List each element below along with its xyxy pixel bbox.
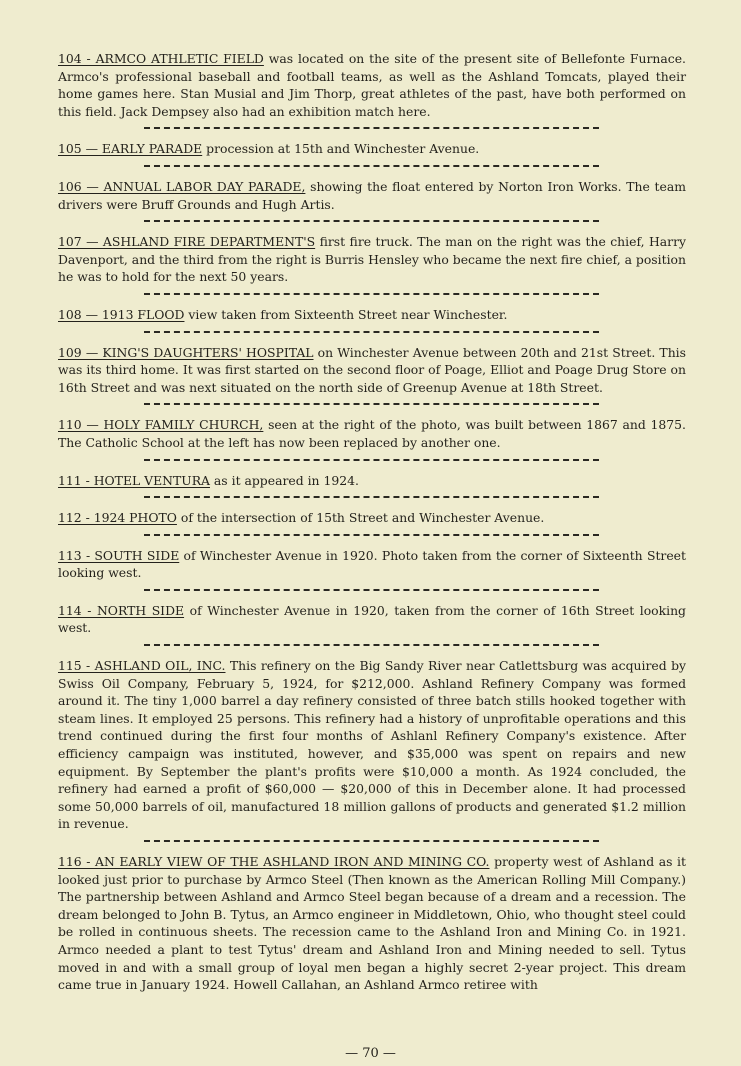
entry-104: [58, 50, 686, 120]
entry-text: of Winchester Avenue in 1920. Photo taken from the corner of Sixteenth Street looking west.: [58, 547, 686, 581]
entry-text: property west of Ashland as it looked just prior to purchase by Armco Steel (Then known as the American Rolling Mill Company.) The partnership between Ashland and Armco Steel began because of a dream and a recession. The dream belonged to John B. Tytus, an Armco engineer in Middletown, Ohio, who thought steel could be rolled in continuous sheets. The recession came to the Ashland Iron and Mining Co. in 1921. Armco needed a plant to test Tytus' dream and Ashland Iron and Mining needed to sell. Tytus moved in and with a small group of loyal men began a highly secret 2-year project. This dream came true in January 1924. Howell Callahan, an Ashland Armco retiree with: [58, 854, 686, 993]
entry-text: of Winchester Avenue in 1920, taken from the corner of 16th Street looking west.: [58, 602, 686, 636]
entry-heading: 108 — 1913 FLOOD: [58, 306, 185, 322]
entry-text: seen at the right of the photo, was built between 1867 and 1875. The Catholic School at the left has now been replaced by another one.: [58, 417, 686, 450]
entry-heading: 115 - ASHLAND OIL, INC.: [58, 658, 226, 674]
dashed-divider: [144, 403, 599, 405]
dashed-divider: [144, 534, 599, 536]
entry-heading: 105 — EARLY PARADE: [58, 141, 203, 157]
document-page: [58, 50, 686, 994]
entry-heading: 116 - AN EARLY VIEW OF THE ASHLAND IRON AND MINING CO.: [58, 854, 490, 869]
entry-heading: 113 - SOUTH SIDE: [58, 547, 180, 563]
entry-text: on Winchester Avenue between 20th and 21st Street. This was its third home. It was first started on the second floor of Poage, Elliot and Poage Drug Store on 16th Street and was next situated on the north side of Greenup Avenue at 18th Street.: [58, 344, 687, 395]
entry-106: [58, 178, 686, 213]
entry-text: was located on the site of the present site of Bellefonte Furnace. Armco's professional baseball and football teams, as well as the Ashland Tomcats, played their home games here. Stan Musial and Jim Thorp, great athletes of the past, have both performed on this field. Jack Dempsey also had an exhibition match here.: [58, 51, 686, 119]
entry-heading: 110 — HOLY FAMILY CHURCH,: [58, 417, 264, 433]
dashed-divider: [144, 496, 599, 498]
entry-107: [58, 233, 686, 286]
dashed-divider: [144, 459, 599, 461]
dashed-divider: [144, 127, 599, 129]
page-number: — 70 —: [345, 1046, 396, 1061]
entry-heading: 104 - ARMCO ATHLETIC FIELD: [58, 51, 264, 66]
entry-text: This refinery on the Big Sandy River near Catlettsburg was acquired by Swiss Oil Company, February 5, 1924, for $212,000. Ashland Refinery Company was formed around it. The tiny 1,000 barrel a day refinery consisted of three batch stills hooked together with steam lines. It employed 25 persons. This refinery had a history of unprofitable operations and this trend continued during the first four months of Ashlanl Refinery Company's existence. After efficiency campaign was instituted, however, and $35,000 was spent on repairs and new equipment. By September the plant's profits were $10,000 a month. As 1924 concluded, the refinery had earned a profit of $60,000 — $20,000 of this in December alone. It had processed some 50,000 barrels of oil, manufactured 18 million gallons of products and generated $1.2 million in revenue.: [58, 658, 686, 832]
entry-heading: 107 — ASHLAND FIRE DEPARTMENT'S: [58, 234, 316, 250]
entry-heading: 106 — ANNUAL LABOR DAY PARADE,: [58, 178, 306, 194]
dashed-divider: [144, 644, 599, 646]
entry-115: [58, 657, 686, 833]
dashed-divider: [144, 220, 599, 222]
dashed-divider: [144, 293, 599, 295]
entry-heading: 109 — KING'S DAUGHTERS' HOSPITAL: [58, 344, 314, 360]
entry-heading: 114 - NORTH SIDE: [58, 602, 185, 618]
entry-heading: 112 - 1924 PHOTO: [58, 510, 177, 526]
entry-112: [58, 509, 686, 527]
dashed-divider: [144, 589, 599, 591]
dashed-divider: [144, 840, 599, 842]
entry-text: of the intersection of 15th Street and Winchester Avenue.: [176, 510, 545, 526]
entry-heading: 111 - HOTEL VENTURA: [58, 472, 210, 488]
entry-116: [58, 853, 686, 994]
entry-text: procession at 15th and Winchester Avenue.: [202, 141, 480, 157]
entry-114: [58, 602, 686, 637]
entry-text: first fire truck. The man on the right was the chief, Harry Davenport, and the third from the right is Burris Hensley who became the next fire chief, a position he was to hold for the next 50 years.: [58, 234, 687, 285]
entry-text: view taken from Sixteenth Street near Winchester.: [184, 306, 508, 322]
entry-text: as it appeared in 1924.: [209, 472, 359, 488]
entry-109: [58, 344, 686, 397]
dashed-divider: [144, 165, 599, 167]
entry-113: [58, 547, 686, 582]
entry-105: [58, 140, 686, 158]
entry-text: showing the float entered by Norton Iron Works. The team drivers were Bruff Grounds and Hugh Artis.: [58, 178, 686, 212]
dashed-divider: [144, 331, 599, 333]
entry-111: [58, 472, 686, 490]
entry-110: [58, 416, 686, 451]
entry-108: [58, 306, 686, 324]
